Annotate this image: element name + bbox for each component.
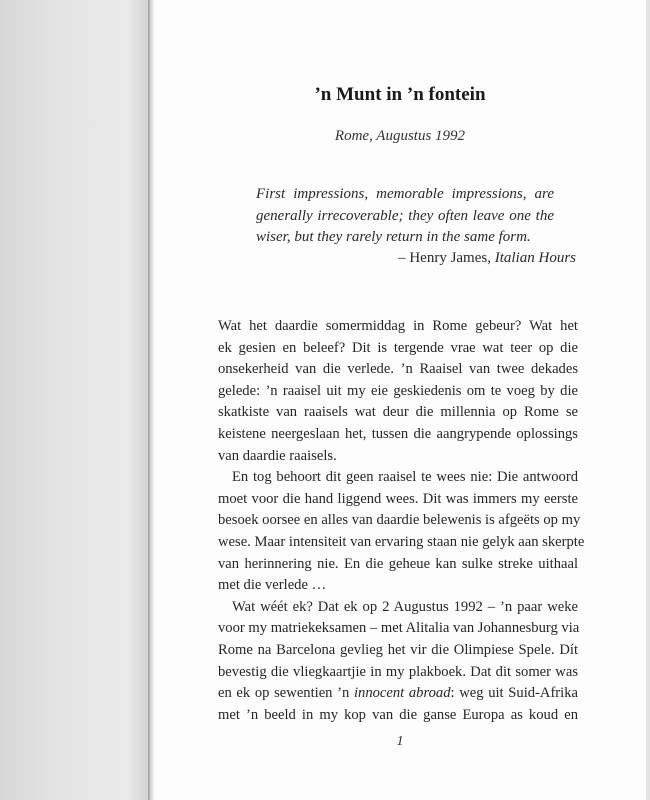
body-line: besoek oorsee en alles van daardie belewenis is afgeëts op my: [218, 512, 581, 529]
body-line: moet voor die hand liggend wees. Dit was immers my eerste: [218, 490, 578, 507]
body-line-emphasis: innocent abroad: [353, 685, 451, 702]
body-line: Wat wéét ek? Dat ek op 2 Augustus 1992 – ’n paar weke: [232, 598, 578, 615]
body-line: En tog behoort dit geen raaisel te wees nie: Die antwoord: [232, 469, 578, 486]
body-line: skatkiste van raaisels wat deur die millennia op Rome se: [218, 404, 578, 421]
body-line: voor my matriekeksamen – met Alitalia van Johannesburg via: [218, 620, 580, 637]
body-line: onsekerheid van die verlede. ’n Raaisel van twee dekades: [218, 361, 578, 378]
epigraph: [256, 184, 554, 249]
book-page: [154, 0, 646, 800]
body-line-mixed: [218, 683, 578, 705]
facing-page: [0, 0, 150, 800]
body-line: Wat het daardie somermiddag in Rome gebeur? Wat het: [218, 318, 578, 334]
body-line: gelede: ’n raaisel uit my eie geskiedenis om te voeg by die: [218, 382, 578, 399]
body-line: met ’n beeld in my kop van die ganse Europa as koud en: [218, 706, 578, 723]
page-edge: [646, 0, 650, 800]
body-line: van herinnering nie. En die geheue kan sulke streke uithaal: [218, 555, 578, 572]
body-line: met die verlede …: [218, 577, 327, 594]
epigraph-work: Italian Hours: [494, 250, 576, 266]
body-line: van daardie raaisels.: [218, 447, 337, 464]
body-line-part: : weg uit Suid-Afrika: [450, 685, 578, 702]
body-line: ek gesien en beleef? Dit is tergende vrae wat teer op die: [218, 339, 578, 356]
page-number: 1: [396, 734, 404, 749]
body-line: keistene neergeslaan het, tussen die aangrypende oplossings: [218, 425, 578, 442]
epigraph-attribution: [256, 250, 576, 267]
epigraph-line: wiser, but they rarely return in the same form.: [256, 229, 531, 245]
chapter-title: ’n Munt in ’n fontein: [314, 84, 486, 105]
body-line: bevestig die vliegkaartjie in my plakboek. Dat dit somer was: [218, 663, 578, 680]
chapter-dateline: Rome, Augustus 1992: [334, 128, 466, 144]
epigraph-line: generally irrecoverable; they often leave one the: [256, 207, 554, 224]
epigraph-author: – Henry James,: [398, 250, 495, 266]
epigraph-line: First impressions, memorable impressions, are: [256, 186, 554, 202]
body-line: Rome na Barcelona gevlieg het vir die Olimpiese Spele. Dít: [218, 641, 578, 658]
body-line-part: en ek op sewentien ’n: [218, 685, 354, 702]
body-line: wese. Maar intensiteit van ervaring staan nie gelyk aan skerpte: [218, 533, 585, 550]
body-text: [218, 316, 585, 726]
